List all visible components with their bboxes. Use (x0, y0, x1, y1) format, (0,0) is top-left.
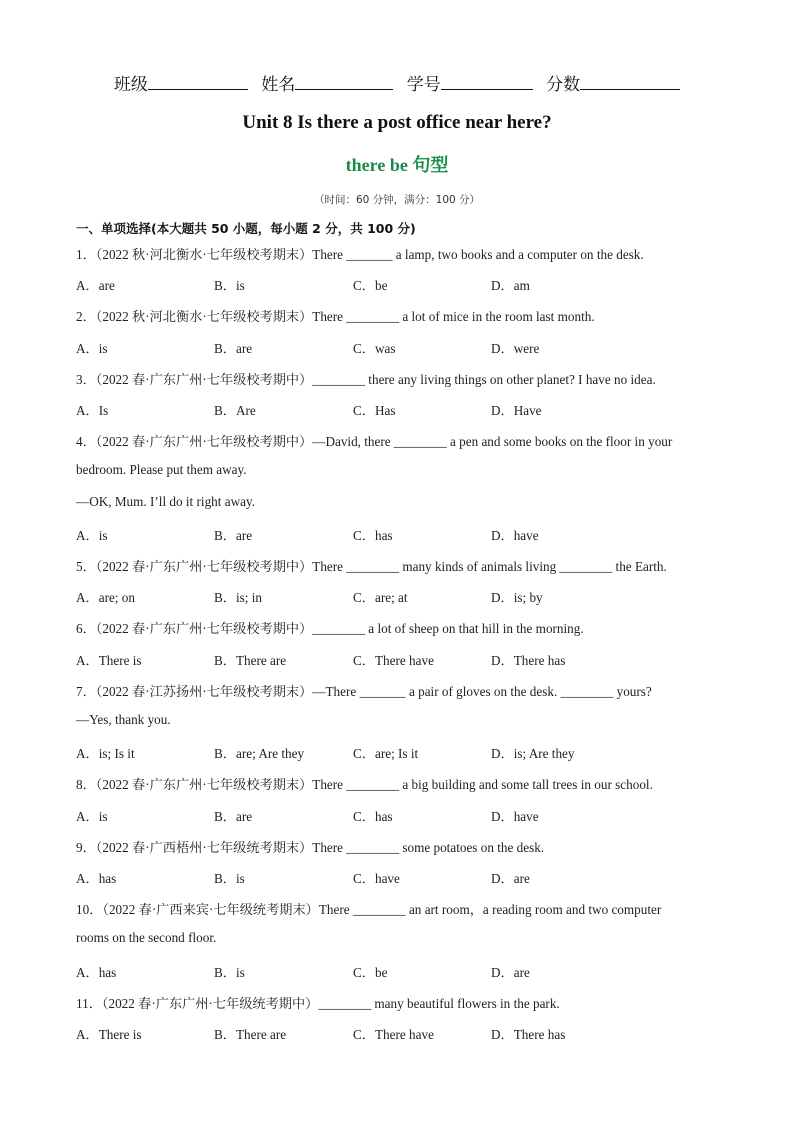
question-8-option-a[interactable]: A．is (76, 808, 108, 824)
question-7-option-c[interactable]: C．are; Is it (353, 746, 419, 762)
question-3-option-b[interactable]: B．Are (214, 403, 256, 418)
class-label: 班级 (113, 75, 148, 95)
question-4-text-line: 4．（2022 春·广东广州·七年级校考期中）—David, there ________ a pen and some books on the floor in your (76, 434, 673, 450)
question-11-option-c[interactable]: C．There have (353, 1027, 434, 1042)
question-4-text-line: bedroom. Please put them away. (76, 462, 247, 478)
question-2-option-b[interactable]: B．are (214, 340, 253, 356)
question-9-option-d[interactable]: D．are (491, 871, 530, 886)
question-7-option-b[interactable]: B．are; Are they (214, 746, 305, 762)
score-field (546, 70, 680, 95)
question-2-option-d[interactable]: D．were (491, 340, 540, 356)
question-10-text-line: rooms on the second floor. (76, 930, 217, 946)
question-1-option-d[interactable]: D．am (491, 278, 530, 294)
name-field (261, 70, 393, 95)
question-9-text-line: 9．（2022 春·广西梧州·七年级统考期末）There ________ some potatoes on the desk. (76, 839, 545, 855)
question-2-option-a[interactable]: A．is (76, 340, 108, 356)
question-6-option-d[interactable]: D．There has (491, 652, 566, 668)
question-1-text-line: 1．（2022 秋·河北衡水·七年级校考期末）There _______ a lamp, two books and a computer on the desk. (76, 247, 644, 262)
question-6-option-a[interactable]: A．There is (76, 652, 142, 668)
question-1-option-a[interactable]: A．are (76, 278, 115, 294)
class-field (114, 70, 248, 95)
question-5-option-c[interactable]: C．are; at (353, 590, 408, 606)
question-9-option-b[interactable]: B．is (214, 871, 245, 886)
question-8-option-d[interactable]: D．have (491, 808, 539, 824)
question-10-option-b[interactable]: B．is (214, 964, 245, 980)
question-5-option-b[interactable]: B．is; in (214, 590, 262, 606)
question-4-option-c[interactable]: C．has (353, 527, 393, 543)
question-4-option-d[interactable]: D．have (491, 527, 539, 543)
question-9-option-c[interactable]: C．have (353, 871, 400, 886)
question-4-option-a[interactable]: A．is (76, 527, 108, 543)
question-7-option-a[interactable]: A．is; Is it (76, 746, 135, 762)
section-heading: 一、单项选择(本大题共 50 小题，每小题 2 分，共 100 分) (76, 221, 416, 236)
question-11-option-a[interactable]: A．There is (76, 1027, 142, 1042)
name-label: 姓名 (261, 75, 296, 95)
question-7-text-line: 7．（2022 春·江苏扬州·七年级校考期末）—There _______ a pair of gloves on the desk. ________ yours? (76, 683, 652, 699)
question-9-option-a[interactable]: A．has (76, 871, 117, 886)
question-8-option-b[interactable]: B．are (214, 808, 253, 824)
question-10-option-d[interactable]: D．are (491, 964, 530, 980)
question-7-option-d[interactable]: D．is; Are they (491, 746, 575, 762)
question-3-option-c[interactable]: C．Has (353, 403, 396, 418)
student-info-header (0, 70, 794, 95)
question-2-text-line: 2．（2022 秋·河北衡水·七年级校考期末）There ________ a lot of mice in the room last month. (76, 309, 595, 325)
name-blank[interactable] (295, 73, 393, 90)
number-label: 学号 (406, 75, 441, 95)
question-5-text-line: 5．（2022 春·广东广州·七年级校考期中）There ________ many kinds of animals living ________ the Earth. (76, 559, 667, 574)
question-11-option-d[interactable]: D．There has (491, 1027, 566, 1042)
score-blank[interactable] (580, 73, 680, 90)
number-field (407, 70, 533, 95)
question-11-option-b[interactable]: B．There are (214, 1027, 287, 1042)
question-10-text-line: 10．（2022 春·广西来宾·七年级统考期末）There ________ an art room，a reading room and two computer (76, 902, 662, 918)
question-6-text-line: 6．（2022 春·广东广州·七年级校考期中）________ a lot of sheep on that hill in the morning. (76, 621, 584, 637)
question-10-option-a[interactable]: A．has (76, 964, 117, 980)
number-blank[interactable] (441, 73, 533, 90)
question-5-option-a[interactable]: A．are; on (76, 590, 135, 606)
worksheet-subtitle: there be 句型 (345, 155, 449, 175)
question-6-option-b[interactable]: B．There are (214, 652, 287, 668)
question-3-option-d[interactable]: D．Have (491, 403, 542, 418)
question-7-text-line: —Yes, thank you. (76, 712, 171, 727)
question-4-text-line: —OK, Mum. I’ll do it right away. (76, 493, 255, 509)
question-4-option-b[interactable]: B．are (214, 527, 253, 543)
question-6-option-c[interactable]: C．There have (353, 652, 434, 668)
question-1-option-b[interactable]: B．is (214, 278, 245, 294)
question-3-option-a[interactable]: A．Is (76, 403, 109, 418)
score-label: 分数 (546, 75, 581, 95)
worksheet-title: Unit 8 Is there a post office near here? (242, 112, 552, 133)
question-10-option-c[interactable]: C．be (353, 964, 388, 980)
question-8-option-c[interactable]: C．has (353, 808, 393, 824)
question-2-option-c[interactable]: C．was (353, 340, 396, 356)
question-1-option-c[interactable]: C．be (353, 278, 388, 294)
question-11-text-line: 11．（2022 春·广东广州·七年级统考期中）________ many beautiful flowers in the park. (76, 995, 560, 1011)
question-3-text-line: 3．（2022 春·广东广州·七年级校考期中）________ there any living things on other planet? I have no idea. (76, 371, 656, 387)
question-5-option-d[interactable]: D．is; by (491, 590, 543, 606)
timing-note: （时间：60 分钟，满分：100 分） (313, 194, 481, 206)
question-8-text-line: 8．（2022 春·广东广州·七年级校考期末）There ________ a big building and some tall trees in our school. (76, 777, 653, 793)
class-blank[interactable] (148, 73, 248, 90)
